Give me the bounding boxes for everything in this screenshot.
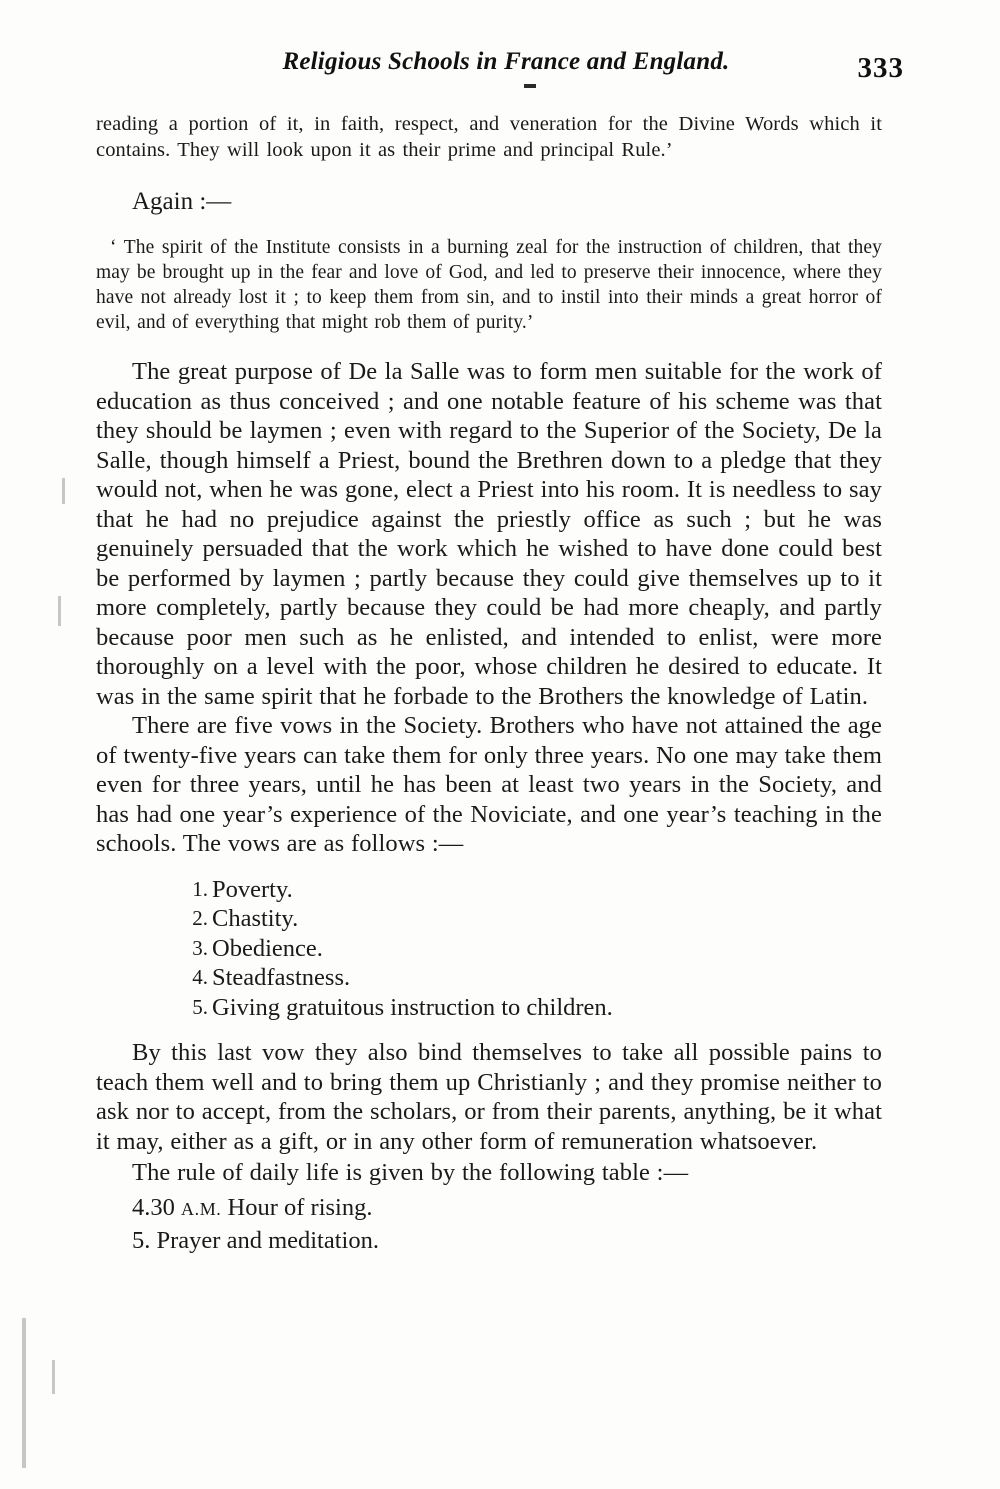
schedule-meridiem: A.M. bbox=[181, 1198, 222, 1219]
page-edge-mark-left-bottom bbox=[22, 1318, 26, 1468]
page-body bbox=[96, 112, 882, 1258]
list-item bbox=[96, 875, 882, 905]
paragraph-vows-intro: There are five vows in the Society. Brothers who have not attained the age of twenty-five years can take them for only three years. No one may take them even for three years, until he has been at least two years in the Society, and has had one year’s experience of the Noviciate, and one year’s teaching in the schools. The vows are as follows :— bbox=[96, 712, 882, 857]
page-edge-mark-left-lower bbox=[52, 1360, 55, 1394]
page-number: 333 bbox=[857, 52, 904, 84]
paragraph-rule-intro: The rule of daily life is given by the following table :— bbox=[132, 1159, 689, 1186]
header-ornament-icon bbox=[524, 84, 536, 88]
list-item-number: 4. bbox=[192, 965, 208, 989]
list-item bbox=[96, 963, 882, 993]
running-title: Religious Schools in France and England. bbox=[282, 48, 730, 75]
daily-rule-table bbox=[96, 1192, 882, 1258]
list-item-label: Steadfastness. bbox=[212, 964, 351, 991]
page-header bbox=[96, 48, 904, 94]
paragraph-last-vow: By this last vow they also bind themselves to take all possible pains to teach them well and to bring them up Christianly ; and they promise neither to ask nor to accept, from the scholars, or from their parents, anything, be it what it may, either as a gift, or in any other form of remuneration whatsoever. bbox=[96, 1039, 882, 1155]
table-row bbox=[96, 1192, 882, 1225]
list-item-number: 1. bbox=[192, 876, 208, 901]
vows-list bbox=[96, 875, 882, 1023]
list-item bbox=[96, 993, 882, 1023]
list-item bbox=[96, 934, 882, 964]
list-item-number: 2. bbox=[192, 906, 208, 930]
schedule-time: 5. bbox=[132, 1226, 151, 1254]
list-item-label: Giving gratuitous instruction to children. bbox=[212, 993, 613, 1021]
page-edge-mark-left-mid bbox=[58, 596, 61, 626]
page-edge-mark-left-top bbox=[62, 478, 65, 504]
list-item-number: 5. bbox=[192, 994, 208, 1019]
schedule-activity: Hour of rising. bbox=[227, 1193, 373, 1221]
paragraph-continued: reading a portion of it, in faith, respect, and veneration for the Divine Words which it contains. They will look upon it as their prime and principal Rule.’ bbox=[96, 113, 882, 161]
list-item-label: Poverty. bbox=[212, 875, 293, 903]
paragraph-great-purpose: The great purpose of De la Salle was to form men suitable for the work of education as thus conceived ; and one notable feature of his scheme was that they should be laymen ; even with regard to the Superior of the Society, De la Salle, though himself a Priest, bound the Brethren down to a pledge that they would not, when he was gone, elect a Priest into his room. It is needless to say that he had no prejudice against the priestly office as such ; but he was genuinely persuaded that the work which he wished to have done could best be performed by laymen ; partly because they could give themselves up to it more completely, partly because they could be had more cheaply, and partly because poor men such as he enlisted, and intended to enlist, were more thoroughly on a level with the poor, whose children he desired to educate. It was in the same spirit that he forbade to the Brothers the knowledge of Latin. bbox=[96, 358, 882, 710]
blockquote-institute-spirit: ‘ The spirit of the Institute consists in a burning zeal for the instruction of children, that they may be brought up in the fear and love of God, and led to preserve their innocence, where they have not already lost it ; to keep them from sin, and to instil into their minds a great horror of evil, and of everything that might rob them of purity.’ bbox=[96, 237, 882, 333]
list-item-label: Obedience. bbox=[212, 934, 323, 962]
list-item-number: 3. bbox=[192, 935, 208, 960]
schedule-activity: Prayer and meditation. bbox=[156, 1226, 379, 1254]
list-item-label: Chastity. bbox=[212, 905, 299, 932]
list-item bbox=[96, 904, 882, 934]
table-row bbox=[96, 1225, 882, 1258]
schedule-time: 4.30 bbox=[132, 1193, 175, 1221]
paragraph-again: Again :— bbox=[132, 188, 232, 215]
